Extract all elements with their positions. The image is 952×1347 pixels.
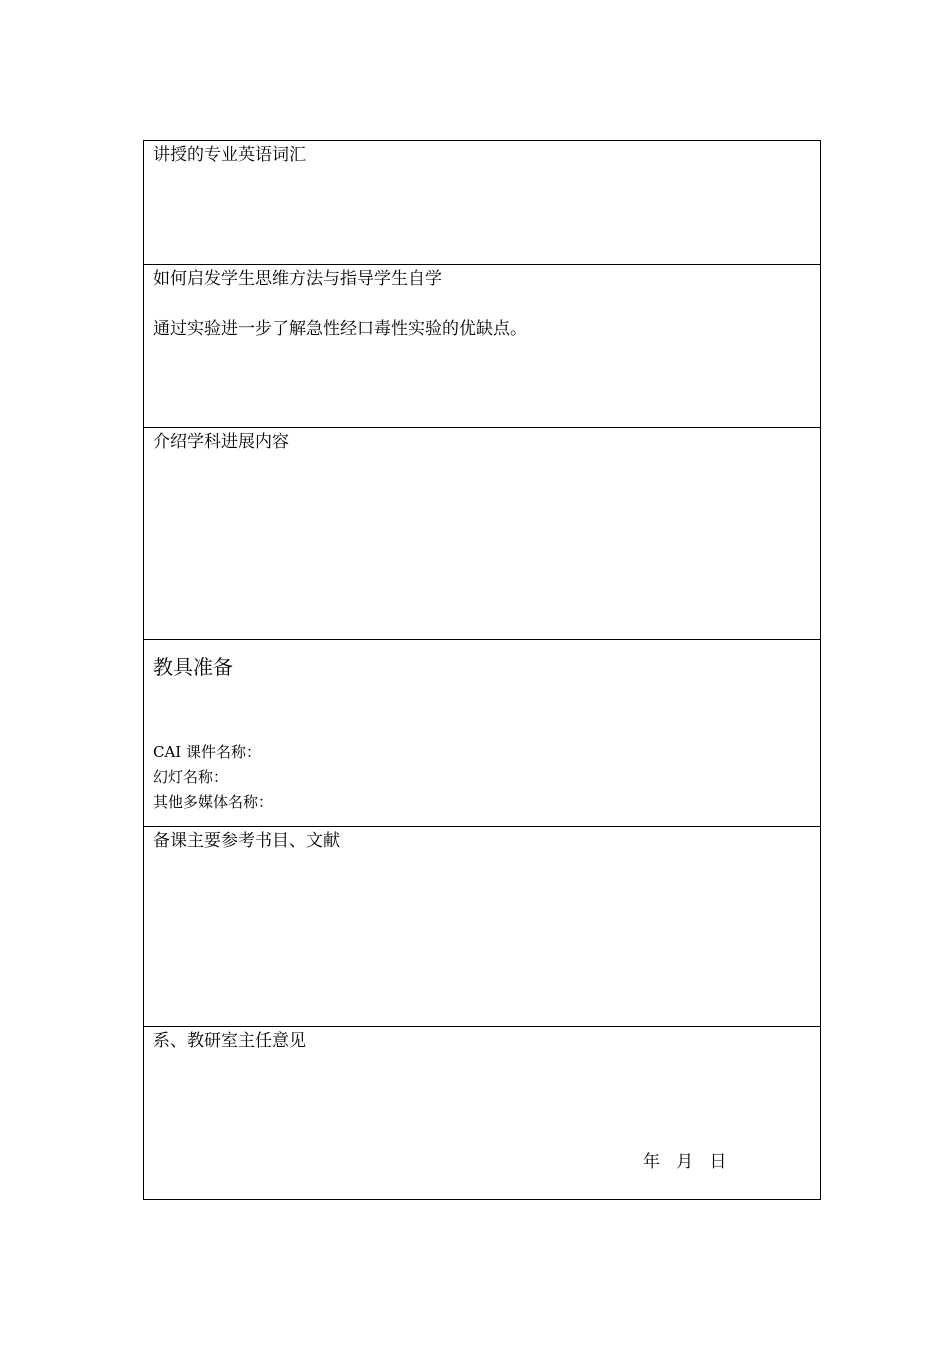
section-title: 系、教研室主任意见 [153, 1031, 306, 1051]
lesson-plan-form [143, 140, 821, 1200]
cai-courseware-label: CAI 课件名称： [153, 743, 262, 761]
section-title: 介绍学科进展内容 [153, 432, 289, 452]
section-discipline-progress [144, 428, 820, 640]
section-content: 通过实验进一步了解急性经口毒性实验的优缺点。 [153, 319, 527, 339]
section-inspire-students [144, 265, 820, 428]
media-list [153, 740, 273, 815]
section-title: 教具准备 [153, 655, 233, 679]
date-month: 月 [676, 1152, 694, 1172]
section-vocabulary [144, 141, 820, 265]
slides-label: 幻灯名称： [153, 768, 229, 786]
section-title: 讲授的专业英语词汇 [153, 145, 306, 165]
section-title: 备课主要参考书目、文献 [153, 831, 340, 851]
date-signature-line [643, 1150, 726, 1174]
date-day: 日 [709, 1152, 727, 1172]
date-year: 年 [643, 1152, 660, 1172]
section-title: 如何启发学生思维方法与指导学生自学 [153, 269, 442, 289]
multimedia-label: 其他多媒体名称： [153, 793, 274, 811]
section-teaching-tools [144, 640, 820, 827]
section-references [144, 827, 820, 1027]
section-director-opinion [144, 1027, 820, 1199]
